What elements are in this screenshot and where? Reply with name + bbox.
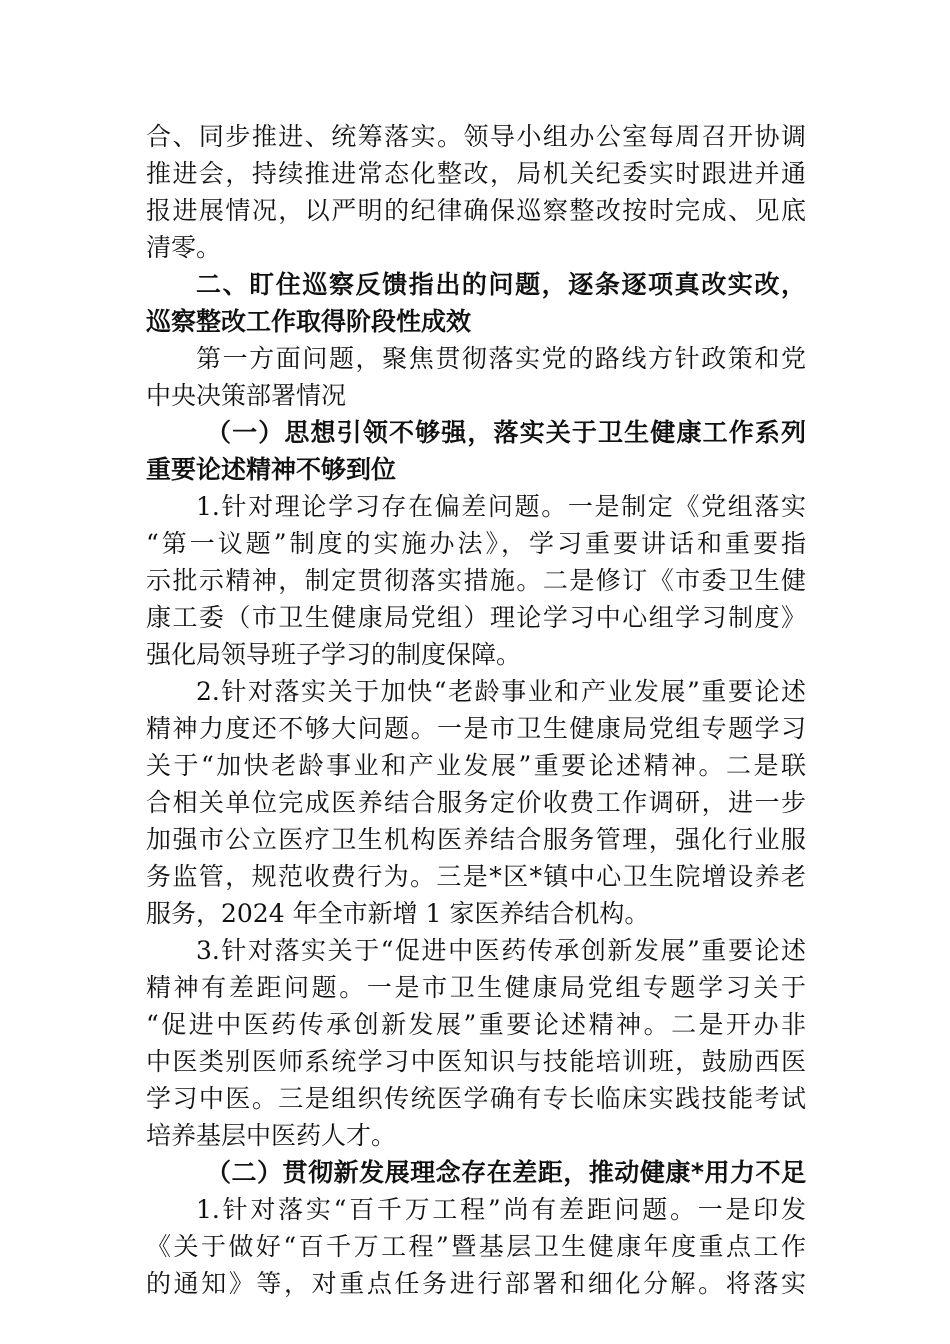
section-heading: 巡察整改工作取得阶段性成效 <box>146 307 472 336</box>
body-line: 精神有差距问题。一是市卫生健康局党组专题学习关于 <box>146 973 806 1002</box>
body-line: 清零。 <box>146 233 222 262</box>
body-line: 中央决策部署情况 <box>146 381 347 410</box>
body-line: 《关于做好“百千万工程”暨基层卫生健康年度重点工作 <box>146 1232 806 1261</box>
body-line: “促进中医药传承创新发展”重要论述精神。二是开办非 <box>146 1010 806 1039</box>
body-line: 第一方面问题，聚焦贯彻落实党的路线方针政策和党 <box>196 344 806 373</box>
body-line: 1.针对落实“百千万工程”尚有差距问题。一是印发 <box>196 1195 806 1224</box>
subsection-heading: 重要论述精神不够到位 <box>146 455 397 484</box>
body-line: 报进展情况，以严明的纪律确保巡察整改按时完成、见底 <box>146 196 806 225</box>
body-line: 服务，2024 年全市新增 1 家医养结合机构。 <box>146 899 650 928</box>
body-line: 务监管，规范收费行为。三是*区*镇中心卫生院增设养老 <box>146 862 806 891</box>
body-line: 的通知》等，对重点任务进行部署和细化分解。将落实 <box>146 1269 806 1298</box>
body-line: 3.针对落实关于“促进中医药传承创新发展”重要论述 <box>196 936 806 965</box>
body-line: 学习中医。三是组织传统医学确有专长临床实践技能考试 <box>146 1084 806 1113</box>
body-line: 强化局领导班子学习的制度保障。 <box>146 640 522 669</box>
body-line: 合相关单位完成医养结合服务定价收费工作调研，进一步 <box>146 788 806 817</box>
subsection-heading: （一）思想引领不够强，落实关于卫生健康工作系列 <box>206 418 806 447</box>
body-line: 中医类别医师系统学习中医知识与技能培训班，鼓励西医 <box>146 1047 806 1076</box>
section-heading: 二、盯住巡察反馈指出的问题，逐条逐项真改实改， <box>196 270 806 299</box>
body-line: 合、同步推进、统筹落实。领导小组办公室每周召开协调 <box>146 122 806 151</box>
body-line: 加强市公立医疗卫生机构医养结合服务管理，强化行业服 <box>146 825 806 854</box>
body-line: 1.针对理论学习存在偏差问题。一是制定《党组落实 <box>196 492 806 521</box>
body-line: 示批示精神，制定贯彻落实措施。二是修订《市委卫生健 <box>146 566 806 595</box>
body-line: 关于“加快老龄事业和产业发展”重要论述精神。二是联 <box>146 751 806 780</box>
body-line: 精神力度还不够大问题。一是市卫生健康局党组专题学习 <box>146 714 806 743</box>
body-line: 2.针对落实关于加快“老龄事业和产业发展”重要论述 <box>196 677 806 706</box>
body-line: “第一议题”制度的实施办法》，学习重要讲话和重要指 <box>146 529 806 558</box>
body-line: 培养基层中医药人才。 <box>146 1121 397 1150</box>
body-line: 康工委（市卫生健康局党组）理论学习中心组学习制度》 <box>146 603 806 632</box>
subsection-heading: （二）贯彻新发展理念存在差距，推动健康*用力不足 <box>206 1158 806 1187</box>
body-line: 推进会，持续推进常态化整改，局机关纪委实时跟进并通 <box>146 159 806 188</box>
